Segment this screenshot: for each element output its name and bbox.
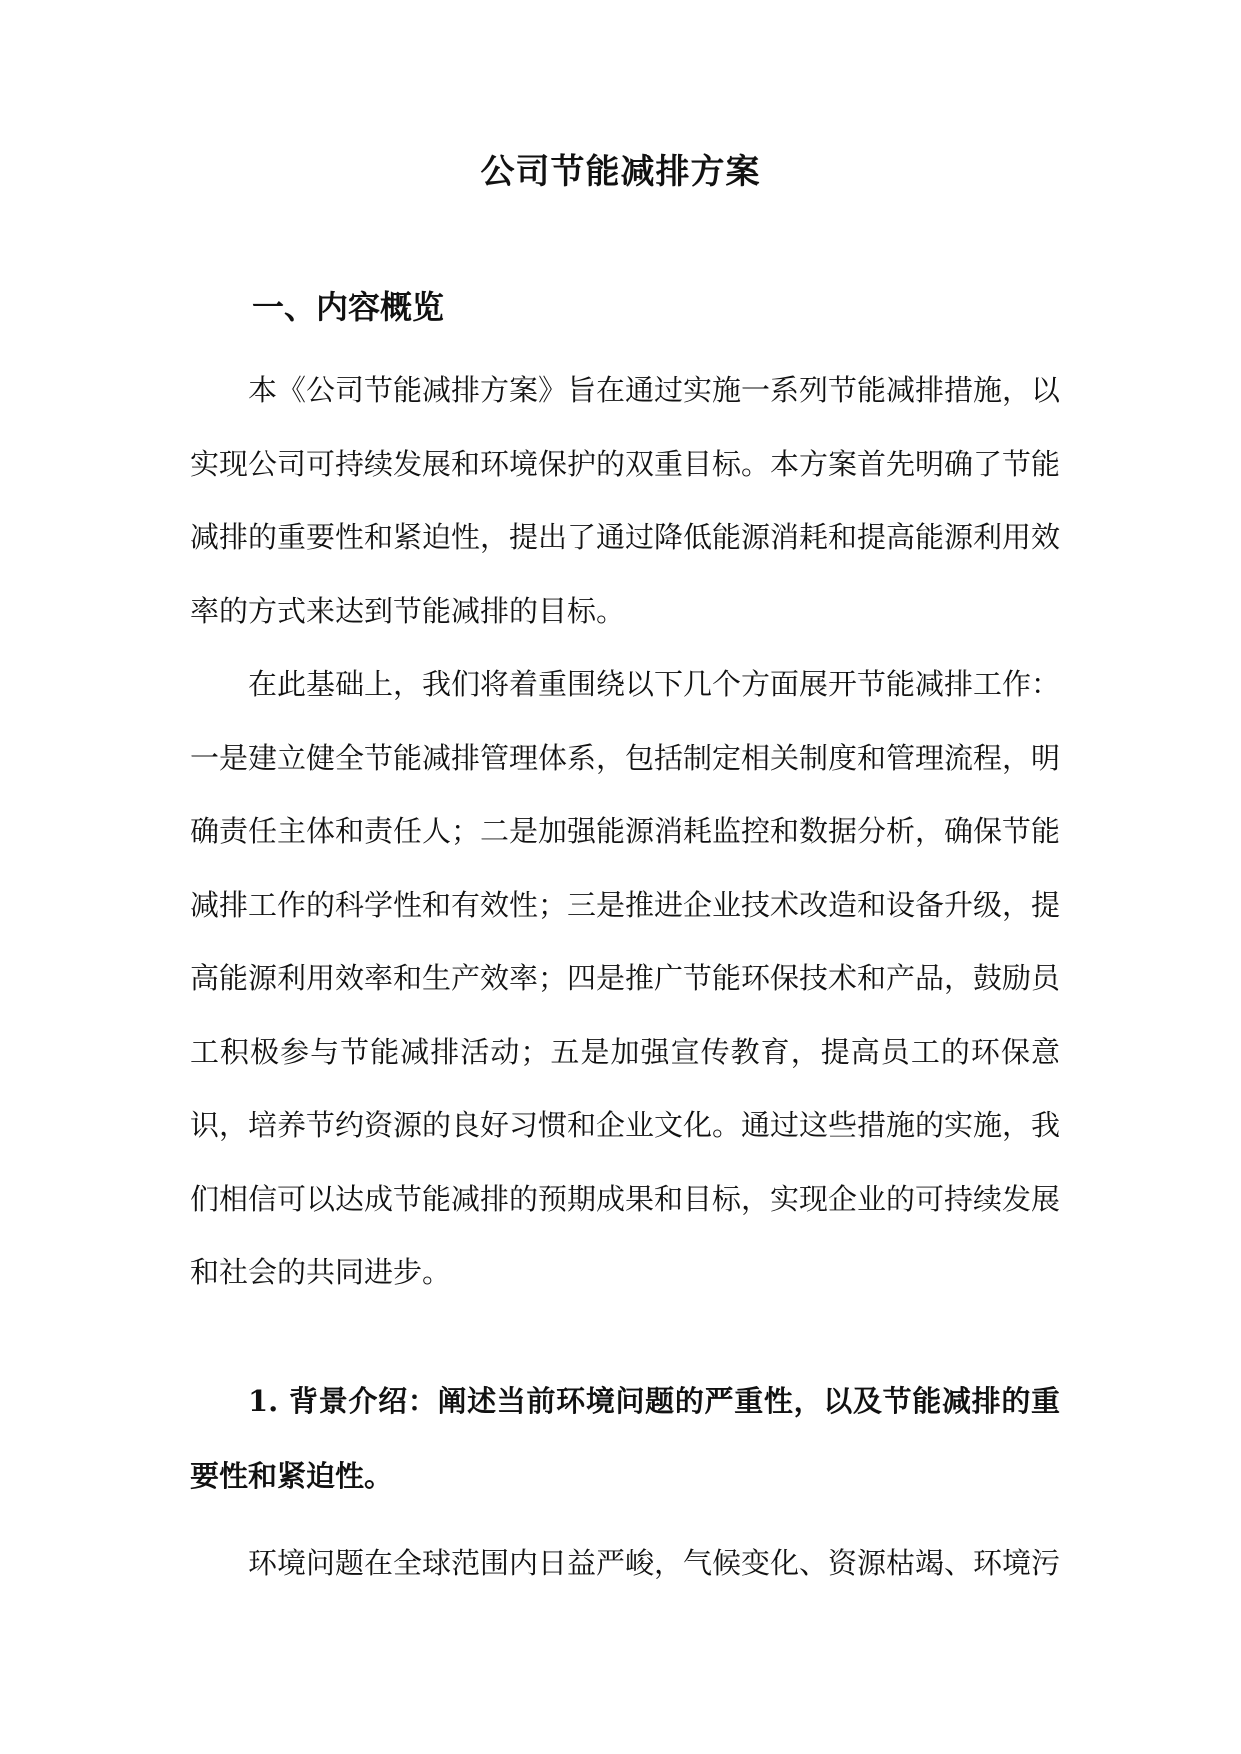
paragraph-background: 环境问题在全球范围内日益严峻，气候变化、资源枯竭、环境污 [248, 1546, 1061, 1580]
document-title: 公司节能减排方案 [480, 152, 761, 192]
paragraph-intro: 本《公司节能减排方案》旨在通过实施一系列节能减排措施，以实现公司可持续发展和环境保护的双重目标。本方案首先明确了节能减排的重要性和紧迫性，提出了通过降低能源消耗和提高能源利用效率的方式来达到节能减排的目标。 [190, 373, 1061, 628]
section-heading-overview: 一、内容概览 [252, 288, 445, 326]
subsection-heading-background: 1. 背景介绍：阐述当前环境问题的严重性，以及节能减排的重要性和紧迫性。 [190, 1384, 1060, 1493]
paragraph-measures: 在此基础上，我们将着重围绕以下几个方面展开节能减排工作：一是建立健全节能减排管理体系，包括制定相关制度和管理流程，明确责任主体和责任人；二是加强能源消耗监控和数据分析，确保节能减排工作的科学性和有效性；三是推进企业技术改造和设备升级，提高能源利用效率和生产效率；四是推广节能环保技术和产品，鼓励员工积极参与节能减排活动；五是加强宣传教育，提高员工的环保意识，培养节约资源的良好习惯和企业文化。通过这些措施的实施，我们相信可以达成节能减排的预期成果和目标，实现企业的可持续发展和社会的共同进步。 [190, 667, 1061, 1289]
